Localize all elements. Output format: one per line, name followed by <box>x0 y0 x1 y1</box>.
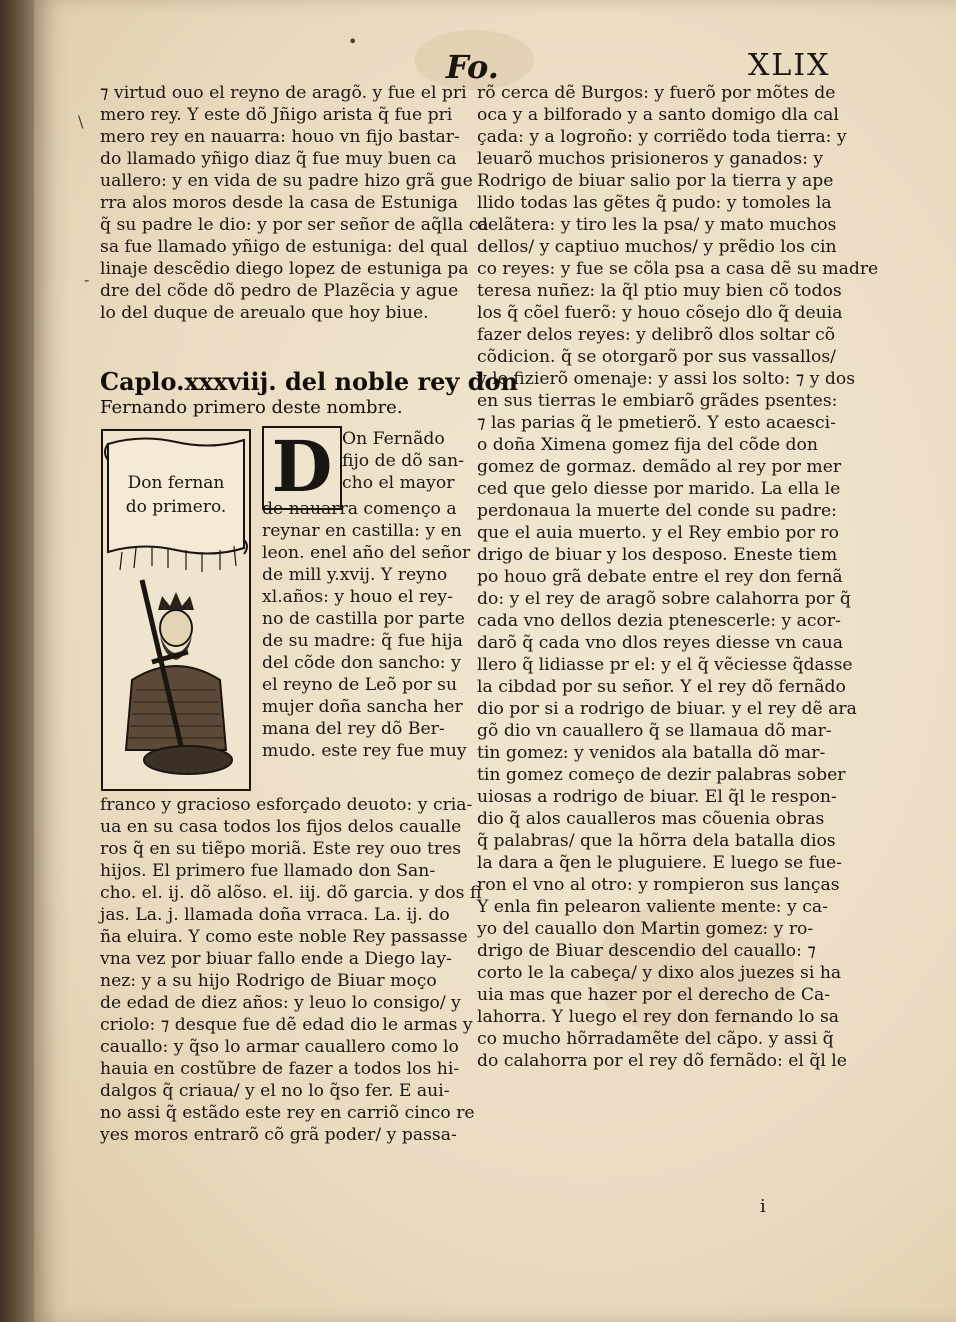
right-column-line: llero q̃ lidiasse pr el: y el q̃ vẽciesse q̃dasse <box>477 655 853 675</box>
left-bottom-line: hijos. El primero fue llamado don San- <box>100 861 436 881</box>
right-column-line: gomez de gormaz. demãdo al rey por mer <box>477 457 842 477</box>
right-column-line: oca y a bilforado y a santo domigo dla cal <box>477 105 839 125</box>
left-bottom-line: nez: y a su hijo Rodrigo de Biuar moço <box>100 971 437 991</box>
wrap-first-line: fijo de dõ san- <box>342 451 464 471</box>
chapter-subtitle: Fernando primero deste nombre. <box>100 397 403 418</box>
right-column-line: ced que gelo diesse por marido. La ella le <box>477 479 841 499</box>
wrap-first-line: On Fernãdo <box>342 429 445 449</box>
decorated-initial: D <box>262 426 342 510</box>
left-bottom-line: cho. el. ij. dõ alõso. el. iij. dõ garcia. y dos fi <box>100 883 482 903</box>
right-column-line: co mucho hõrradamẽte del cãpo. y assi q̃ <box>477 1029 834 1049</box>
right-column-line: leuarõ muchos prisioneros y ganados: y <box>477 149 824 169</box>
wrap-second-line: del cõde don sancho: y <box>262 653 461 673</box>
right-column-line: drigo de Biuar descendio del cauallo: ⁊ <box>477 941 816 961</box>
left-bottom-line: jas. La. j. llamada doña vrraca. La. ij. do <box>100 905 450 925</box>
left-bottom-line: hauia en costũbre de fazer a todos los hi- <box>100 1059 460 1079</box>
right-column-line: ron el vno al otro: y rompieron sus lanças <box>477 875 840 895</box>
right-column-line: gõ dio vn cauallero q̃ se llamaua dõ mar- <box>477 721 832 741</box>
right-column-line: Rodrigo de biuar salio por la tierra y ape <box>477 171 834 191</box>
wrap-second-line: mujer doña sancha her <box>262 697 463 717</box>
margin-mark: \ <box>78 112 84 131</box>
folio-number: XLIX <box>748 48 831 83</box>
left-top-line: ⁊ virtud ouo el reyno de aragõ. y fue el pri <box>100 83 467 103</box>
right-column-line: teresa nuñez: la q̃l ptio muy bien cõ todos <box>477 281 842 301</box>
right-column-line: perdonaua la muerte del conde su padre: <box>477 501 837 521</box>
wrap-second-line: reynar en castilla: y en <box>262 521 462 541</box>
left-bottom-line: dalgos q̃ criaua/ y el no lo q̃so fer. E aui- <box>100 1081 450 1101</box>
right-column-line: la cibdad por su señor. Y el rey dõ fernãdo <box>477 677 846 697</box>
right-column-line: ⁊ las parias q̃ le pmetierõ. Y esto acaesci- <box>477 413 836 433</box>
woodcut-illustration <box>102 430 250 790</box>
banner-line-1: Don fernan <box>127 473 225 493</box>
right-column-line: los q̃ cõel fuerõ: y houo cõsejo dlo q̃ deuia <box>477 303 843 323</box>
wrap-second-line: leon. enel año del señor <box>262 543 471 563</box>
right-column-line: q̃ palabras/ que la hõrra dela batalla dios <box>477 831 836 851</box>
left-column-bottom <box>100 794 482 1146</box>
right-column-line: que el auia muerto. y el Rey embio por ro <box>477 523 839 543</box>
right-column-line: dio por si a rodrigo de biuar. y el rey dẽ ara <box>477 699 857 719</box>
right-column-line: tin gomez: y venidos ala batalla dõ mar- <box>477 743 826 763</box>
right-column-line: po houo grã debate entre el rey don fernã <box>477 567 843 587</box>
left-bottom-line: de edad de diez años: y leuo lo consigo/ y <box>100 993 461 1013</box>
right-column-line: co reyes: y fue se cõla psa a casa dẽ su madre <box>477 259 879 279</box>
right-column-line: llido todas las gẽtes q̃ pudo: y tomoles la <box>477 193 832 213</box>
left-bottom-line: ña eluira. Y como este noble Rey passasse <box>100 927 468 947</box>
left-column-top <box>100 82 489 324</box>
signature-mark: i <box>760 1196 766 1217</box>
right-column-line: cada vno dellos dezia ptenescerle: y acor- <box>477 611 841 631</box>
right-column-line: do calahorra por el rey dõ fernãdo: el q̃l le <box>477 1051 847 1071</box>
chapter-heading <box>100 367 518 420</box>
left-top-line: q̃ su padre le dio: y por ser señor de aq̃lla ca <box>100 215 489 235</box>
right-column <box>477 82 879 1072</box>
wrap-second-line: xl.años: y houo el rey- <box>262 587 453 607</box>
chapter-title: Caplo.xxxviij. del noble rey don <box>100 367 518 396</box>
wrapped-text-first <box>342 428 462 494</box>
left-bottom-line: ros q̃ en su tiẽpo moriã. Este rey ouo tres <box>100 839 462 859</box>
right-column-line: darõ q̃ cada vno dlos reyes diesse vn caua <box>477 633 843 653</box>
margin-mark: - <box>84 270 90 289</box>
right-column-line: rõ cerca dẽ Burgos: y fuerõ por mõtes de <box>477 83 836 103</box>
right-column-line: do: y el rey de aragõ sobre calahorra por q̃ <box>477 589 851 609</box>
wrap-second-line: de mill y.xvij. Y reyno <box>262 565 448 585</box>
left-bottom-line: criolo: ⁊ desque fue dẽ edad dio le armas y <box>100 1015 473 1035</box>
wrap-first-line: cho el mayor <box>342 473 455 493</box>
left-top-line: rra alos moros desde la casa de Estuniga <box>100 193 459 213</box>
left-bottom-line: vna vez por biuar fallo ende a Diego lay- <box>100 949 452 969</box>
wrap-second-line: el reyno de Leõ por su <box>262 675 458 695</box>
banner-line-2: do primero. <box>125 497 227 517</box>
right-column-line: fazer delos reyes: y delibrõ dlos soltar cõ <box>477 325 836 345</box>
left-top-line: do llamado yñigo diaz q̃ fue muy buen ca <box>100 149 457 169</box>
left-bottom-line: franco y gracioso esforçado deuoto: y cria- <box>100 795 473 815</box>
right-column-line: drigo de biuar y los desposo. Eneste tiem <box>477 545 838 565</box>
right-column-line: Y enla fin pelearon valiente mente: y ca- <box>477 897 828 917</box>
right-column-line: uia mas que hazer por el derecho de Ca- <box>477 985 831 1005</box>
right-column-line: dio q̃ alos caualleros mas cõuenia obras <box>477 809 825 829</box>
wrap-second-line: de nauarra començo a <box>262 499 457 519</box>
right-column-line: cõdicion. q̃ se otorgarõ por sus vassallos/ <box>477 347 836 367</box>
ink-dot: • <box>348 32 358 51</box>
right-column-line: la dara a q̃en le pluguiere. E luego se fue- <box>477 853 842 873</box>
left-bottom-line: cauallo: y q̃so lo armar cauallero como lo <box>100 1037 459 1057</box>
right-column-line: yo del cauallo don Martin gomez: y ro- <box>477 919 814 939</box>
right-column-line: en sus tierras le embiarõ grãdes psentes: <box>477 391 838 411</box>
left-top-line: lo del duque de areualo que hoy biue. <box>100 303 429 323</box>
left-bottom-line: no assi q̃ estãdo este rey en carriõ cinco re <box>100 1103 475 1123</box>
wrap-second-line: de su madre: q̃ fue hija <box>262 631 463 651</box>
wrap-second-line: mudo. este rey fue muy <box>262 741 467 761</box>
left-top-line: sa fue llamado yñigo de estuniga: del qual <box>100 237 468 257</box>
right-column-line: delãtera: y tiro les la psa/ y mato muchos <box>477 215 837 235</box>
right-column-line: lahorra. Y luego el rey don fernando lo sa <box>477 1007 840 1027</box>
right-column-line: çada: y a logroño: y corriẽdo toda tierra: y <box>477 127 847 147</box>
wrapped-text-second <box>262 498 471 762</box>
left-top-line: linaje descẽdio diego lopez de estuniga pa <box>100 259 469 279</box>
right-column-line: corto le la cabeça/ y dixo alos juezes si ha <box>477 963 842 983</box>
right-column-line: y le fizierõ omenaje: y assi los solto: ⁊ y dos <box>477 369 856 389</box>
left-top-line: mero rey. Y este dõ Jñigo arista q̃ fue pri <box>100 105 453 125</box>
left-top-line: dre del cõde dõ pedro de Plazẽcia y ague <box>100 281 459 301</box>
left-bottom-line: yes moros entrarõ cõ grã poder/ y passa- <box>100 1125 457 1145</box>
left-top-line: mero rey en nauarra: houo vn fijo bastar- <box>100 127 460 147</box>
right-column-line: tin gomez começo de dezir palabras sober <box>477 765 846 785</box>
wrap-second-line: no de castilla por parte <box>262 609 465 629</box>
right-column-line: uiosas a rodrigo de biuar. El q̃l le respon- <box>477 787 837 807</box>
left-bottom-line: ua en su casa todos los fijos delos caualle <box>100 817 462 837</box>
left-top-line: uallero: y en vida de su padre hizo grã gue <box>100 171 473 191</box>
right-column-line: o doña Ximena gomez fija del cõde don <box>477 435 818 455</box>
right-column-line: dellos/ y captiuo muchos/ y prẽdio los cin <box>477 237 837 257</box>
folio-label: Fo. <box>446 48 499 86</box>
wrap-second-line: mana del rey dõ Ber- <box>262 719 445 739</box>
